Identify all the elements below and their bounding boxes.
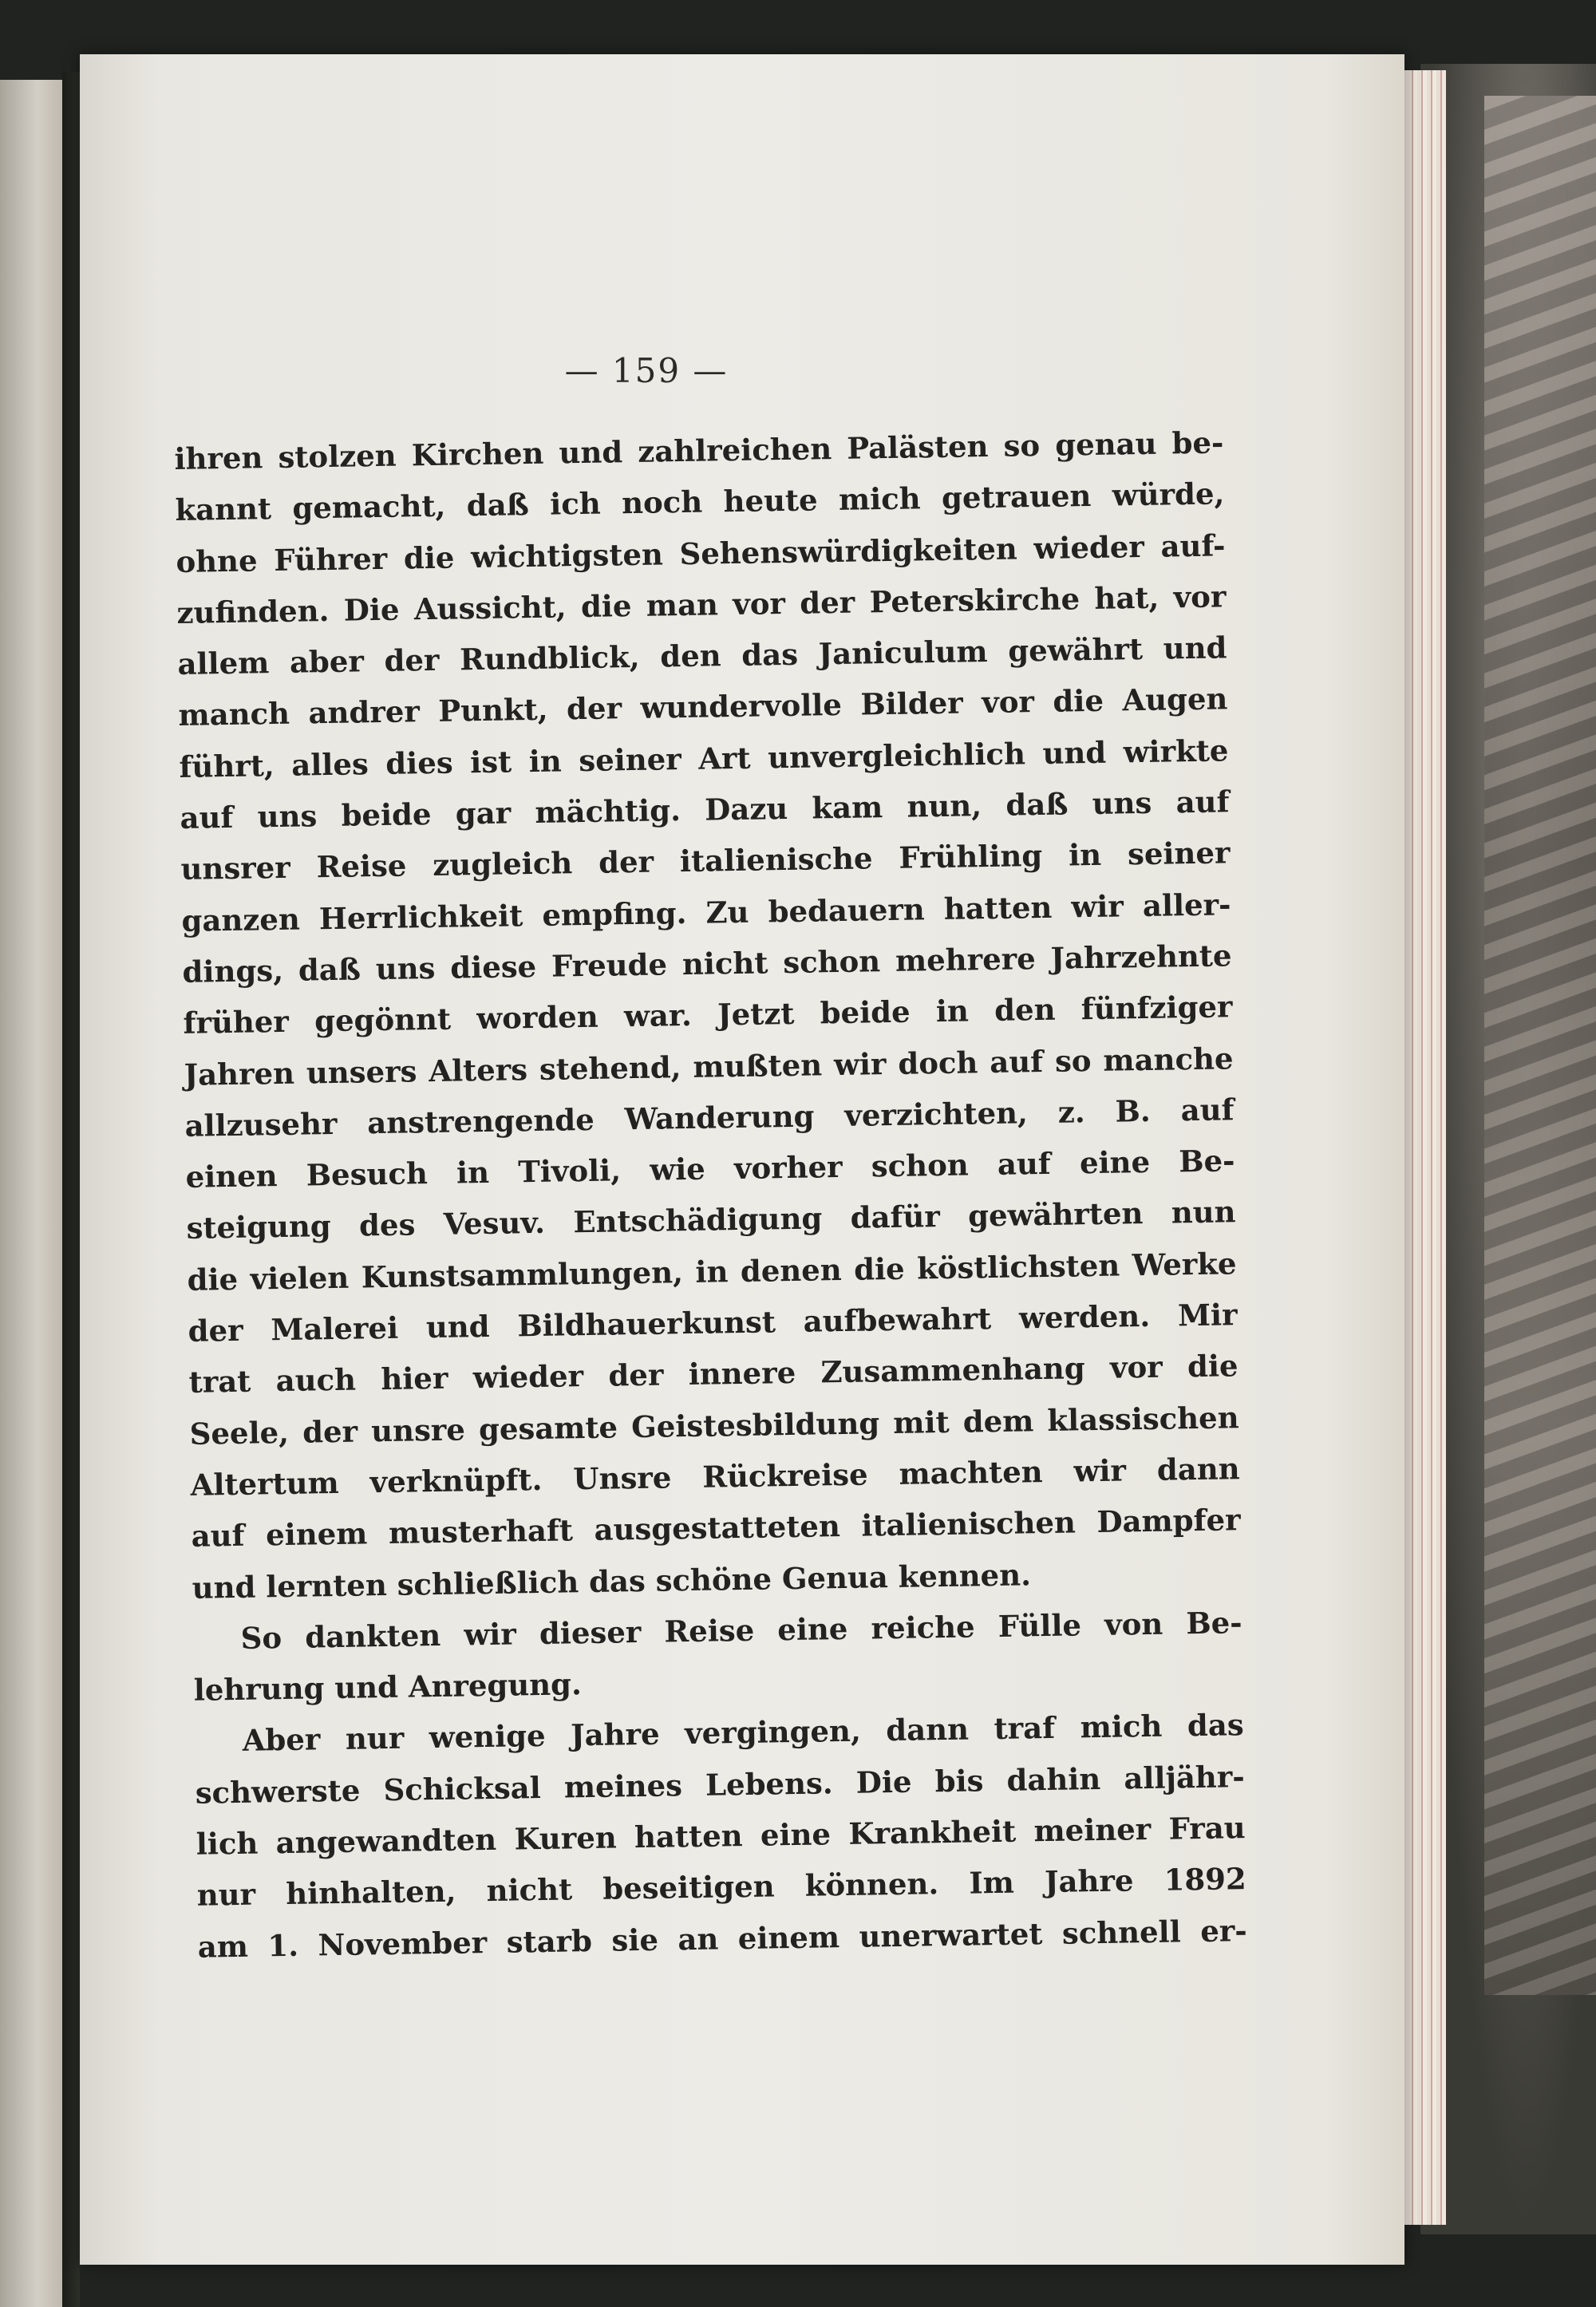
text-line: ohne Führer die wichtigsten Sehenswürdigkeiten wieder auf- bbox=[176, 527, 1226, 579]
text-line: führt, alles dies ist in seiner Art unvergleichlich und wirkte bbox=[179, 733, 1229, 784]
body-text bbox=[174, 417, 1247, 1972]
text-line: Jahren unsers Alters stehend, mußten wir doch auf so manche bbox=[184, 1040, 1234, 1092]
book-page bbox=[80, 54, 1404, 2265]
left-page-edge bbox=[0, 80, 62, 2307]
text-line: allzusehr anstrengende Wanderung verzichten, z. B. auf bbox=[184, 1092, 1235, 1144]
page-number: — 159 — bbox=[564, 351, 729, 390]
text-line: auf uns beide gar mächtig. Dazu kam nun, daß uns auf bbox=[180, 784, 1230, 836]
text-line: unsrer Reise zugleich der italienische Frühling in seiner bbox=[180, 835, 1231, 887]
text-line: der Malerei und Bildhauerkunst aufbewahrt werden. Mir bbox=[188, 1297, 1238, 1349]
text-line: und lernten schließlich das schöne Genua kennen. bbox=[192, 1556, 1032, 1606]
text-line: die vielen Kunstsammlungen, in denen die köstlichsten Werke bbox=[187, 1245, 1237, 1298]
text-line: Seele, der unsre gesamte Geistesbildung mit dem klassischen bbox=[189, 1399, 1239, 1452]
text-line: am 1. November starb sie an einem unerwartet schnell er- bbox=[197, 1912, 1247, 1965]
text-line: lehrung und Anregung. bbox=[193, 1666, 583, 1708]
text-line: einen Besuch in Tivoli, wie vorher schon auf eine Be- bbox=[185, 1143, 1235, 1195]
text-line: kannt gemacht, daß ich noch heute mich getrauen würde, bbox=[175, 476, 1225, 528]
text-line: steigung des Vesuv. Entschädigung dafür gewährten nun bbox=[186, 1194, 1236, 1246]
text-line: auf einem musterhaft ausgestatteten italienischen Dampfer bbox=[191, 1502, 1241, 1554]
text-line: trat auch hier wieder der innere Zusammenhang vor die bbox=[188, 1348, 1238, 1400]
page-edges bbox=[1398, 70, 1446, 2225]
text-line: allem aber der Rundblick, den das Janiculum gewährt und bbox=[177, 630, 1227, 682]
text-line: nur hinhalten, nicht beseitigen können. Im Jahre 1892 bbox=[196, 1861, 1246, 1914]
text-line: schwerste Schicksal meines Lebens. Die bis dahin alljähr- bbox=[195, 1758, 1245, 1811]
text-line: zufinden. Die Aussicht, die man vor der Peterskirche hat, vor bbox=[176, 579, 1227, 630]
text-line: dings, daß uns diese Freude nicht schon mehrere Jahrzehnte bbox=[182, 938, 1232, 990]
text-line: lich angewandten Kuren hatten eine Krankheit meiner Frau bbox=[196, 1810, 1246, 1862]
text-line: Altertum verknüpft. Unsre Rückreise machten wir dann bbox=[190, 1451, 1240, 1503]
text-line: So dankten wir dieser Reise eine reiche Fülle von Be- bbox=[240, 1604, 1242, 1656]
marbled-endpaper bbox=[1484, 96, 1596, 1995]
book-gutter bbox=[62, 72, 80, 2307]
text-line: Aber nur wenige Jahre vergingen, dann traf mich das bbox=[242, 1707, 1244, 1759]
text-line: ihren stolzen Kirchen und zahlreichen Palästen so genau be- bbox=[174, 425, 1224, 476]
text-line: manch andrer Punkt, der wundervolle Bilder vor die Augen bbox=[178, 681, 1228, 733]
text-line: ganzen Herrlichkeit empfing. Zu bedauern hatten wir aller- bbox=[181, 886, 1231, 938]
text-line: früher gegönnt worden war. Jetzt beide in den fünfziger bbox=[183, 989, 1233, 1041]
